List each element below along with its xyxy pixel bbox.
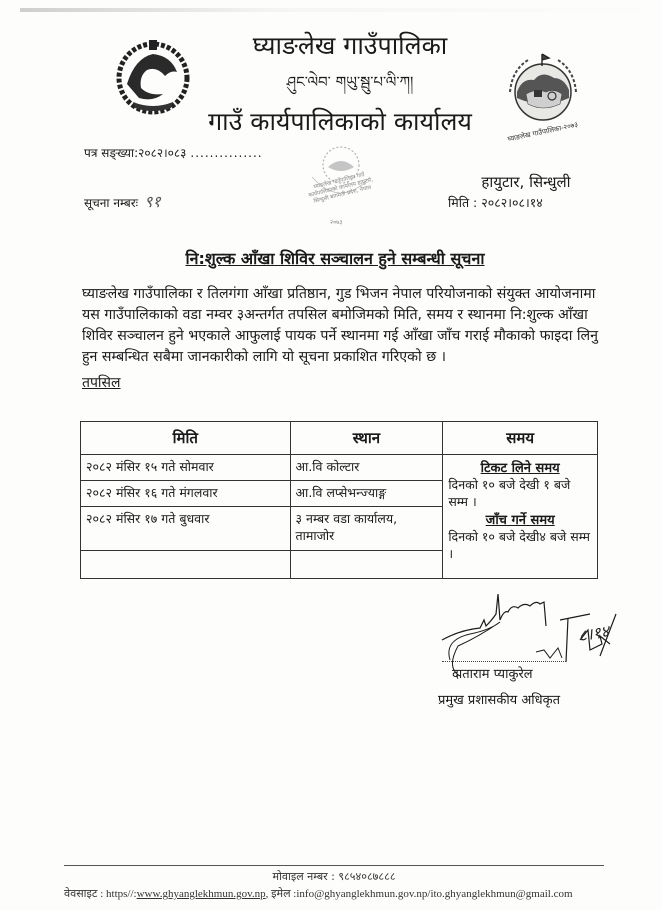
reference-dots: ............... bbox=[190, 146, 263, 160]
footer-divider bbox=[64, 865, 604, 866]
signature-line bbox=[442, 661, 566, 662]
notice-number bbox=[84, 190, 161, 212]
date bbox=[448, 194, 543, 211]
notice-subject bbox=[80, 247, 590, 269]
reference-number bbox=[84, 144, 263, 161]
details-label: तपसिल bbox=[82, 375, 121, 391]
notice-subject-text: नि:शुल्क आँखा शिविर सञ्चालन हुने सम्बन्धी सूचना bbox=[185, 249, 485, 268]
schedule-table bbox=[80, 421, 598, 579]
header-place: स्थान bbox=[290, 422, 443, 455]
place: हायुटार, सिन्धुली bbox=[481, 173, 571, 191]
table-row bbox=[81, 455, 598, 481]
email-label: , इमेल : bbox=[265, 888, 297, 900]
signature-date: ८।१४ bbox=[576, 621, 611, 646]
municipality-logo-caption: घ्याङलेख गाउँपालिका-२०७३ bbox=[507, 120, 579, 144]
scan-edge-shadow bbox=[20, 8, 660, 12]
mobile-value: ९८५४०८७८८८ bbox=[338, 870, 396, 883]
notice-value: ९१ bbox=[144, 192, 161, 211]
row-place: आ.वि कोल्टार bbox=[290, 455, 443, 481]
website-label: वेवसाइट : bbox=[64, 888, 104, 900]
date-value: २०८२।०८।१४ bbox=[481, 195, 543, 210]
ticket-time-text: दिनको १० बजे देखी १ बजे सम्म । bbox=[448, 477, 571, 509]
footer-mobile bbox=[64, 869, 604, 884]
reference-value: २०८२।०८३ bbox=[138, 146, 187, 160]
email-value[interactable]: info@ghyanglekhmun.gov.np/ito.ghyanglekhmun@gmail.com bbox=[296, 888, 573, 900]
header-time: समय bbox=[443, 422, 598, 455]
signatory-title: प्रमुख प्रशासकीय अधिकृत bbox=[438, 693, 561, 708]
row-place: आ.वि लप्सेभन्ज्याङ्ग bbox=[290, 481, 443, 507]
website-prefix: https//: bbox=[106, 888, 137, 900]
row-date: २०८२ मंसिर १५ गते सोमवार bbox=[81, 455, 291, 481]
office-stamp-text: घ्याङलेख गाउँपालिका गाउँ कार्यपालिकाको कार्यालय हायुटार, सिन्धुली बागमती प्रदेश, नेपाल bbox=[308, 172, 374, 205]
row-date bbox=[81, 551, 291, 579]
office-stamp-year: २०७३ bbox=[330, 219, 343, 226]
municipality-name-tibetan: ཤུང་ལེབ་ གཡུ་སྦུ་པ་ལི་ཀ། bbox=[286, 73, 414, 91]
mobile-label: मोवाइल नम्बर : bbox=[272, 870, 335, 883]
website-link[interactable]: www.ghyanglekhmun.gov.np bbox=[136, 888, 266, 900]
office-name: गाउँ कार्यपालिकाको कार्यालय bbox=[208, 107, 472, 136]
checkup-time-heading: जाँच गर्ने समय bbox=[485, 513, 555, 528]
checkup-time-text: दिनको १० बजे देखी४ बजे सम्म । bbox=[448, 529, 590, 561]
notice-body: घ्याङलेख गाउँपालिका र तिलगंगा आँखा प्रतिष्ठान, गुड भिजन नेपाल परियोजनाको संयुक्त आयोजनामा यस गाउँपालिकाको वडा नम्वर ३अन्तर्गत तपसिल बमोजिमको मिति, समय र स्थानमा नि:शुल्क आँखा शिविर सञ्चालन हुने भएकाले आफुलाई पायक पर्ने स्थानमा गई आँखा जाँच गराई मौकाको फाइदा लिनु हुन सम्बन्धित सबैमा जानकारीको लागि यो सूचना प्रकाशित गरिएको छ । bbox=[82, 286, 599, 365]
reference-label: पत्र सङ्ख्या: bbox=[84, 146, 139, 160]
signatory-name: दाताराम प्याकुरेल bbox=[452, 667, 533, 682]
row-place: ३ नम्बर वडा कार्यालय, तामाजोर bbox=[290, 507, 443, 551]
municipality-logo-icon bbox=[502, 48, 584, 130]
row-place bbox=[290, 551, 443, 579]
municipality-name: घ्याङलेख गाउँपालिका bbox=[252, 31, 448, 60]
footer-contact bbox=[64, 886, 662, 901]
time-cell bbox=[443, 455, 598, 579]
ticket-time-heading: टिकट लिने समय bbox=[480, 461, 560, 476]
header-date: मिति bbox=[81, 422, 291, 455]
row-date: २०८२ मंसिर १६ गते मंगलवार bbox=[81, 481, 291, 507]
notice-label: सूचना नम्बरः bbox=[84, 196, 139, 210]
table-header-row bbox=[81, 422, 598, 455]
row-date: २०८२ मंसिर १७ गते बुधवार bbox=[81, 507, 291, 551]
date-label: मिति : bbox=[448, 195, 478, 210]
